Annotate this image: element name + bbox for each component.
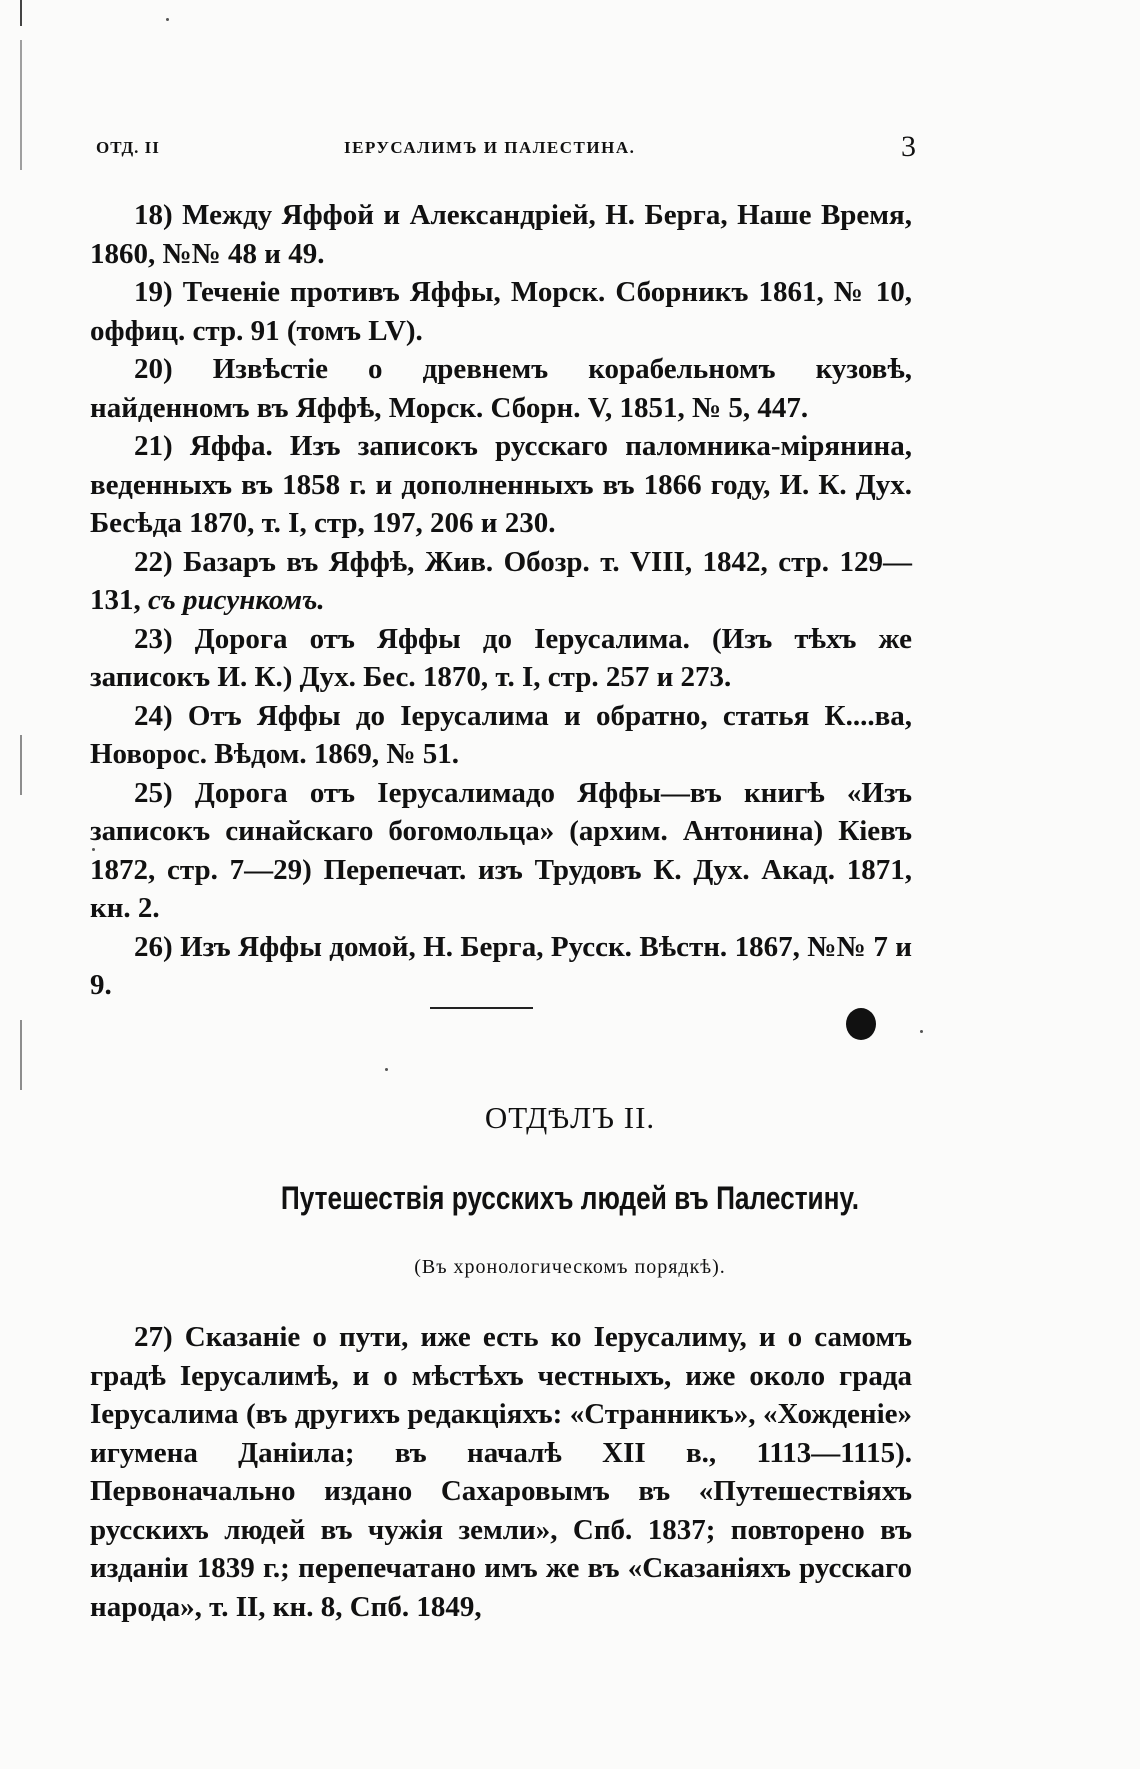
bibliography-entry: 24) Отъ Яффы до Іерусалима и обратно, статья К....ва, Новорос. Вѣдом. 1869, № 51. xyxy=(90,699,912,770)
section-title: ОТДѢЛЪ II. xyxy=(484,1100,656,1135)
scan-edge-mark xyxy=(20,1020,22,1090)
scan-speck xyxy=(385,1068,388,1071)
scan-edge-mark xyxy=(20,40,22,170)
bibliography-entry: 18) Между Яффой и Александріей, Н. Берга, Наше Время, 1860, №№ 48 и 49. xyxy=(90,199,912,270)
scan-edge-mark xyxy=(20,0,22,26)
section-note: (Въ хронологическомъ порядкѣ). xyxy=(414,1256,726,1278)
page-number: 3 xyxy=(901,130,916,163)
bibliography-entry: 19) Теченіе противъ Яффы, Морск. Сборникъ 1861, № 10, оффиц. стр. 91 (томъ LV). xyxy=(90,276,912,347)
bibliography-list-2 xyxy=(90,1318,912,1626)
section-divider xyxy=(430,1007,533,1009)
scan-speck xyxy=(166,18,169,21)
scan-speck xyxy=(920,1030,923,1033)
ink-blot xyxy=(846,1008,876,1040)
bibliography-entry: 20) Извѣстіе о древнемъ корабельномъ кузовѣ, найденномъ въ Яффѣ, Морск. Сборн. V, 1851, № 5, 447. xyxy=(90,353,912,424)
running-header xyxy=(96,132,916,172)
header-title: ІЕРУСАЛИМЪ И ПАЛЕСТИНА. xyxy=(344,138,636,157)
bibliography-entry: 27) Сказаніе о пути, иже есть ко Іерусалиму, и о самомъ градѣ Іерусалимѣ, и о мѣстѣхъ честныхъ, иже около града Іерусалима (въ другихъ редакціяхъ: «Странникъ», «Хожденіе» игумена Даніила; въ началѣ XII в., 1113—1115). Первоначально издано Сахаровымъ въ «Путешествіяхъ русскихъ людей въ чужія земли», Спб. 1837; повторено въ изданіи 1839 г.; перепечатано имъ же въ «Сказаніяхъ русскаго народа», т. II, кн. 8, Спб. 1849, xyxy=(90,1321,912,1623)
entry-text: 22) Базаръ въ Яффѣ, Жив. Обозр. т. VIII, 1842, стр. 129—131, xyxy=(90,545,912,616)
section-subtitle: Путешествія русскихъ людей въ Палестину. xyxy=(280,1180,860,1216)
bibliography-entry: 25) Дорога отъ Іерусалимадо Яффы—въ книгѣ «Изъ записокъ синайскаго богомольца» (архим. Антонина) Кіевъ 1872, стр. 7—29) Перепечат. изъ Трудовъ К. Дух. Акад. 1871, кн. 2. xyxy=(90,776,912,924)
bibliography-list xyxy=(90,196,912,1005)
bibliography-entry: 21) Яффа. Изъ записокъ русскаго паломника-мірянина, веденныхъ въ 1858 г. и дополненныхъ въ 1866 году, И. К. Дух. Бесѣда 1870, т. I, стр, 197, 206 и 230. xyxy=(90,430,912,539)
scan-edge-mark xyxy=(20,735,22,795)
bibliography-entry xyxy=(90,543,912,620)
header-section: ОТД. II xyxy=(96,138,160,157)
entry-italic-note: съ рисункомъ. xyxy=(148,584,325,616)
bibliography-entry: 23) Дорога отъ Яффы до Іерусалима. (Изъ тѣхъ же записокъ И. К.) Дух. Бес. 1870, т. I, стр. 257 и 273. xyxy=(90,622,912,693)
bibliography-entry: 26) Изъ Яффы домой, Н. Берга, Русск. Вѣстн. 1867, №№ 7 и 9. xyxy=(90,930,912,1001)
